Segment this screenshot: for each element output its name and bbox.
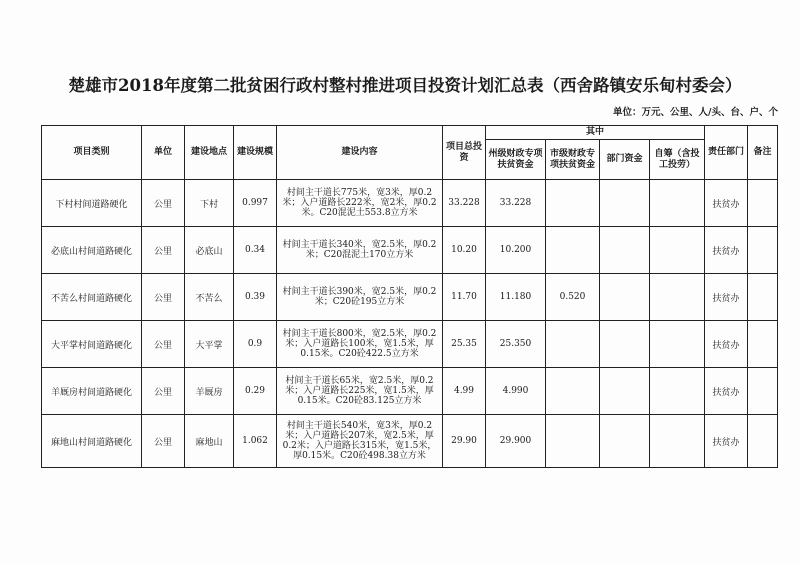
cell-self-raised	[650, 321, 705, 368]
cell-scale: 0.997	[234, 180, 277, 227]
cell-total: 4.99	[443, 368, 486, 415]
cell-dept-fund	[600, 180, 650, 227]
cell-responsible: 扶贫办	[705, 368, 748, 415]
cell-unit: 公里	[142, 274, 185, 321]
header-prefecture-fund: 州级财政专项扶贫资金	[486, 140, 546, 180]
cell-dept-fund	[600, 274, 650, 321]
cell-remarks	[748, 321, 778, 368]
cell-dept-fund	[600, 321, 650, 368]
cell-location: 下村	[185, 180, 234, 227]
cell-unit: 公里	[142, 321, 185, 368]
header-scale: 建设规模	[234, 126, 277, 180]
cell-location: 大平掌	[185, 321, 234, 368]
header-responsible: 责任部门	[705, 126, 748, 180]
cell-unit: 公里	[142, 180, 185, 227]
cell-content: 村间主干道长540米，宽3米，厚0.2米；入户道路长207米，宽2.5米，厚0.2米；入户道路长315米，宽1.5米，厚0.15米。C20砼498.38立方米	[277, 415, 443, 468]
header-self-raised: 自筹（含投工投劳）	[650, 140, 705, 180]
cell-category: 麻地山村间道路硬化	[42, 415, 142, 468]
cell-prefecture-fund: 11.180	[486, 274, 546, 321]
table-row	[42, 415, 778, 468]
table-row	[42, 227, 778, 274]
cell-remarks	[748, 368, 778, 415]
cell-location: 羊厩房	[185, 368, 234, 415]
cell-dept-fund	[600, 368, 650, 415]
cell-content: 村间主干道长775米，宽3米，厚0.2米；入户道路长222米，宽2米，厚0.2米。C20混泥土553.8立方米	[277, 180, 443, 227]
cell-remarks	[748, 415, 778, 468]
cell-content: 村间主干道长800米，宽2.5米，厚0.2米；入户道路长100米，宽1.5米，厚0.15米。C20砼422.5立方米	[277, 321, 443, 368]
cell-self-raised	[650, 180, 705, 227]
cell-scale: 0.29	[234, 368, 277, 415]
cell-content: 村间主干道长340米，宽2.5米，厚0.2米；C20混泥土170立方米	[277, 227, 443, 274]
cell-scale: 0.9	[234, 321, 277, 368]
cell-content: 村间主干道长65米，宽2.5米，厚0.2米；入户道路长225米，宽1.5米，厚0.15米。C20砼83.125立方米	[277, 368, 443, 415]
cell-city-fund	[546, 321, 600, 368]
investment-table	[41, 125, 778, 468]
cell-dept-fund	[600, 227, 650, 274]
cell-total: 11.70	[443, 274, 486, 321]
table-row	[42, 274, 778, 321]
cell-category: 下村村间道路硬化	[42, 180, 142, 227]
cell-total: 25.35	[443, 321, 486, 368]
cell-total: 29.90	[443, 415, 486, 468]
header-dept-fund: 部门资金	[600, 140, 650, 180]
cell-self-raised	[650, 227, 705, 274]
cell-total: 33.228	[443, 180, 486, 227]
cell-remarks	[748, 227, 778, 274]
page-title: 楚雄市2018年度第二批贫困行政村整村推进项目投资计划汇总表（西舍路镇安乐甸村委会）	[68, 76, 742, 95]
cell-location: 麻地山	[185, 415, 234, 468]
cell-responsible: 扶贫办	[705, 415, 748, 468]
table-row	[42, 321, 778, 368]
cell-self-raised	[650, 274, 705, 321]
cell-category: 不苦么村间道路硬化	[42, 274, 142, 321]
cell-location: 必底山	[185, 227, 234, 274]
cell-responsible: 扶贫办	[705, 274, 748, 321]
cell-unit: 公里	[142, 415, 185, 468]
cell-city-fund	[546, 227, 600, 274]
table-row	[42, 368, 778, 415]
cell-responsible: 扶贫办	[705, 180, 748, 227]
cell-prefecture-fund: 25.350	[486, 321, 546, 368]
cell-location: 不苦么	[185, 274, 234, 321]
header-of-which: 其中	[486, 126, 705, 140]
cell-unit: 公里	[142, 368, 185, 415]
cell-dept-fund	[600, 415, 650, 468]
header-content: 建设内容	[277, 126, 443, 180]
header-remarks: 备注	[748, 126, 778, 180]
cell-category: 必底山村间道路硬化	[42, 227, 142, 274]
header-category: 项目类别	[42, 126, 142, 180]
cell-content: 村间主干道长390米，宽2.5米，厚0.2米；C20砼195立方米	[277, 274, 443, 321]
cell-city-fund: 0.520	[546, 274, 600, 321]
cell-scale: 1.062	[234, 415, 277, 468]
cell-scale: 0.34	[234, 227, 277, 274]
units-note: 单位：万元、公里、人/头、台、户、个	[613, 107, 778, 118]
cell-scale: 0.39	[234, 274, 277, 321]
cell-city-fund	[546, 368, 600, 415]
cell-city-fund	[546, 415, 600, 468]
cell-category: 大平掌村间道路硬化	[42, 321, 142, 368]
cell-prefecture-fund: 4.990	[486, 368, 546, 415]
cell-prefecture-fund: 33.228	[486, 180, 546, 227]
cell-unit: 公里	[142, 227, 185, 274]
cell-prefecture-fund: 29.900	[486, 415, 546, 468]
header-city-fund: 市级财政专项扶贫资金	[546, 140, 600, 180]
cell-self-raised	[650, 415, 705, 468]
header-unit: 单位	[142, 126, 185, 180]
cell-self-raised	[650, 368, 705, 415]
header-total: 项目总投资	[443, 126, 486, 180]
cell-city-fund	[546, 180, 600, 227]
header-row-1	[42, 126, 778, 140]
cell-prefecture-fund: 10.200	[486, 227, 546, 274]
cell-category: 羊厩房村间道路硬化	[42, 368, 142, 415]
cell-total: 10.20	[443, 227, 486, 274]
header-location: 建设地点	[185, 126, 234, 180]
cell-remarks	[748, 180, 778, 227]
cell-responsible: 扶贫办	[705, 227, 748, 274]
cell-remarks	[748, 274, 778, 321]
cell-responsible: 扶贫办	[705, 321, 748, 368]
table-row	[42, 180, 778, 227]
